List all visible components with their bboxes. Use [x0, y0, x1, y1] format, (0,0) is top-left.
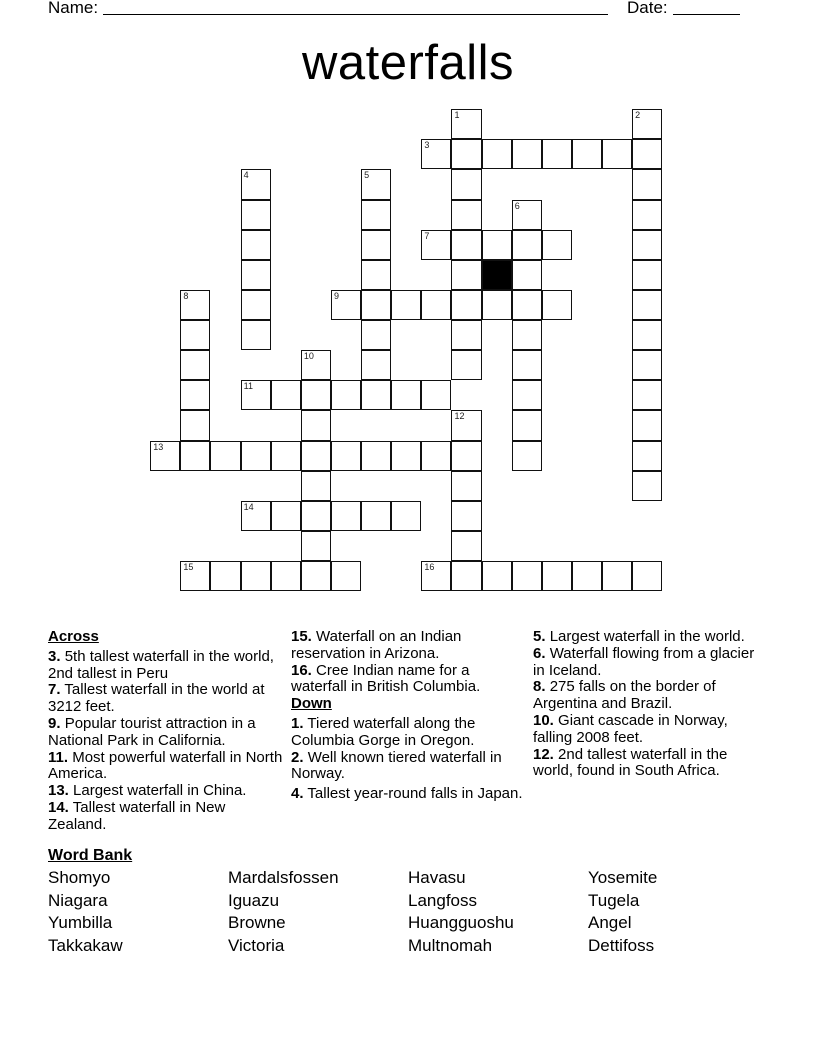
- grid-cell[interactable]: [512, 290, 542, 320]
- down-heading: Down: [291, 695, 332, 713]
- grid-cell[interactable]: [331, 441, 361, 471]
- page-title: waterfalls: [302, 36, 514, 90]
- grid-cell[interactable]: [180, 410, 210, 440]
- grid-cell[interactable]: [271, 501, 301, 531]
- grid-cell[interactable]: [180, 320, 210, 350]
- grid-cell[interactable]: [512, 561, 542, 591]
- grid-cell[interactable]: [632, 320, 662, 350]
- grid-cell[interactable]: [512, 260, 542, 290]
- clue-text: Giant cascade in Norway, falling 2008 feet.: [533, 711, 728, 746]
- clue-text: Tiered waterfall along the Columbia Gorge in Oregon.: [291, 714, 476, 749]
- clue-number: 9.: [48, 714, 61, 732]
- clue-number-label: 3: [424, 140, 430, 151]
- grid-cell[interactable]: [210, 441, 240, 471]
- grid-cell[interactable]: [451, 320, 481, 350]
- grid-cell[interactable]: [632, 441, 662, 471]
- grid-cell[interactable]: [331, 290, 361, 320]
- grid-cell[interactable]: [361, 380, 391, 410]
- grid-cell[interactable]: [241, 230, 271, 260]
- grid-cell[interactable]: [421, 441, 451, 471]
- clue-text: Well known tiered waterfall in Norway.: [291, 748, 502, 783]
- date-label: Date:: [627, 0, 668, 17]
- clue-text: Tallest year-round falls in Japan.: [307, 785, 523, 803]
- clue-number-label: 11: [243, 381, 253, 392]
- clue-text: 2nd tallest waterfall in the world, found in South Africa.: [533, 745, 728, 780]
- name-label: Name:: [48, 0, 99, 17]
- clue-number: 12.: [533, 745, 554, 763]
- grid-cell[interactable]: [632, 380, 662, 410]
- clue-text: Tallest waterfall in New Zealand.: [48, 798, 226, 833]
- clue-down-5: [533, 629, 768, 646]
- grid-cell[interactable]: [482, 561, 512, 591]
- word-bank-item: Langfoss: [408, 890, 477, 910]
- clue-number: 11.: [48, 748, 69, 766]
- clue-number: 16.: [291, 661, 312, 679]
- grid-cell[interactable]: [361, 260, 391, 290]
- grid-cell[interactable]: [361, 230, 391, 260]
- grid-cell[interactable]: [451, 561, 481, 591]
- clue-number-label: 16: [424, 562, 435, 573]
- grid-block-cell: [482, 260, 512, 290]
- grid-cell[interactable]: [301, 410, 331, 440]
- word-bank-item: Browne: [228, 913, 286, 933]
- grid-cell[interactable]: [542, 230, 572, 260]
- clue-down-10: [533, 713, 768, 747]
- clue-number-label: 6: [514, 200, 520, 211]
- word-bank-item: Yumbilla: [48, 913, 113, 933]
- word-bank-row: [48, 890, 768, 913]
- grid-cell[interactable]: [361, 169, 391, 199]
- grid-cell[interactable]: [451, 260, 481, 290]
- grid-cell[interactable]: [602, 561, 632, 591]
- clue-number: 7.: [48, 681, 61, 699]
- clue-text: 5th tallest waterfall in the world, 2nd tallest in Peru: [48, 647, 274, 682]
- grid-cell[interactable]: [451, 350, 481, 380]
- grid-cell[interactable]: [542, 139, 572, 169]
- grid-cell[interactable]: [482, 139, 512, 169]
- grid-cell[interactable]: [512, 410, 542, 440]
- clue-across-13: [48, 783, 283, 800]
- grid-cell[interactable]: [512, 230, 542, 260]
- clue-text: 275 falls on the border of Argentina and Brazil.: [533, 678, 716, 713]
- word-bank-item: Shomyo: [48, 868, 111, 887]
- grid-cell[interactable]: [361, 441, 391, 471]
- grid-cell[interactable]: [451, 410, 481, 440]
- grid-cell[interactable]: [301, 561, 331, 591]
- grid-cell[interactable]: [451, 441, 481, 471]
- clue-across-11: [48, 750, 283, 784]
- grid-cell[interactable]: [451, 230, 481, 260]
- crossword-grid: [151, 110, 664, 593]
- grid-cell[interactable]: [331, 380, 361, 410]
- clue-number: 15.: [291, 628, 312, 645]
- clue-down-6: [533, 646, 768, 680]
- clue-number-label: 4: [243, 170, 249, 181]
- word-bank-row: [48, 867, 768, 890]
- grid-cell[interactable]: [391, 290, 421, 320]
- grid-cell[interactable]: [150, 441, 180, 471]
- grid-cell[interactable]: [271, 561, 301, 591]
- grid-cell[interactable]: [632, 200, 662, 230]
- grid-cell[interactable]: [241, 169, 271, 199]
- grid-cell[interactable]: [180, 350, 210, 380]
- clue-number: 13.: [48, 782, 69, 800]
- grid-cell[interactable]: [512, 200, 542, 230]
- grid-cell[interactable]: [632, 109, 662, 139]
- grid-cell[interactable]: [632, 290, 662, 320]
- clue-across-9: [48, 716, 283, 750]
- word-bank-item: Yosemite: [588, 868, 658, 887]
- clue-across-3: [48, 649, 283, 683]
- grid-cell[interactable]: [180, 441, 210, 471]
- grid-cell[interactable]: [451, 501, 481, 531]
- grid-cell[interactable]: [512, 380, 542, 410]
- name-field[interactable]: [103, 14, 608, 15]
- grid-cell[interactable]: [210, 561, 240, 591]
- date-field[interactable]: [673, 14, 740, 15]
- word-bank-item: Iguazu: [228, 890, 280, 910]
- grid-cell[interactable]: [512, 320, 542, 350]
- clue-number-label: 5: [364, 170, 370, 181]
- clue-number-label: 10: [303, 351, 314, 362]
- clue-number: 5.: [533, 628, 546, 645]
- clue-down-8: [533, 679, 768, 713]
- grid-cell[interactable]: [632, 230, 662, 260]
- clue-number: 3.: [48, 647, 61, 665]
- word-bank-item: Tugela: [588, 890, 640, 910]
- word-bank-row: [48, 912, 768, 935]
- clue-text: Cree Indian name for a waterfall in British Columbia.: [291, 661, 481, 696]
- grid-cell[interactable]: [572, 139, 602, 169]
- clue-number: 6.: [533, 644, 546, 662]
- word-bank: [48, 867, 768, 958]
- clue-number-label: 12: [454, 411, 465, 422]
- grid-cell[interactable]: [241, 260, 271, 290]
- clue-across-7: [48, 682, 283, 716]
- clue-down-1: [291, 716, 526, 750]
- grid-cell[interactable]: [241, 561, 271, 591]
- clue-number-label: 13: [153, 441, 164, 452]
- word-bank-item: Huangguoshu: [408, 913, 514, 933]
- grid-cell[interactable]: [421, 380, 451, 410]
- clue-number: 10.: [533, 711, 554, 729]
- grid-cell[interactable]: [632, 410, 662, 440]
- word-bank-item: Takkakaw: [48, 936, 123, 956]
- clue-number-label: 7: [424, 230, 430, 241]
- grid-cell[interactable]: [331, 501, 361, 531]
- grid-cell[interactable]: [542, 290, 572, 320]
- grid-cell[interactable]: [632, 471, 662, 501]
- grid-cell[interactable]: [632, 169, 662, 199]
- word-bank-item: Niagara: [48, 890, 108, 910]
- grid-cell[interactable]: [180, 561, 210, 591]
- grid-cell[interactable]: [421, 290, 451, 320]
- grid-cell[interactable]: [451, 531, 481, 561]
- clue-text: Most powerful waterfall in North America.: [48, 748, 283, 783]
- clue-down-12: [533, 747, 768, 781]
- grid-cell[interactable]: [512, 350, 542, 380]
- word-bank-item: Havasu: [408, 868, 466, 887]
- clue-number-label: 2: [635, 110, 641, 121]
- grid-cell[interactable]: [301, 350, 331, 380]
- grid-cell[interactable]: [271, 380, 301, 410]
- clue-down-4: [291, 786, 526, 803]
- grid-cell[interactable]: [241, 320, 271, 350]
- grid-cell[interactable]: [421, 561, 451, 591]
- word-bank-title: Word Bank: [48, 847, 133, 864]
- grid-cell[interactable]: [451, 290, 481, 320]
- grid-cell[interactable]: [451, 471, 481, 501]
- grid-cell[interactable]: [241, 200, 271, 230]
- clue-down-2: [291, 750, 526, 784]
- grid-cell[interactable]: [361, 501, 391, 531]
- clue-number-label: 15: [183, 562, 194, 573]
- clues-column-2: [291, 629, 526, 803]
- word-bank-item: Victoria: [228, 936, 285, 956]
- grid-cell[interactable]: [241, 501, 271, 531]
- grid-cell[interactable]: [361, 320, 391, 350]
- clue-across-15: [291, 629, 526, 663]
- grid-cell[interactable]: [301, 380, 331, 410]
- grid-cell[interactable]: [572, 561, 602, 591]
- grid-cell[interactable]: [361, 350, 391, 380]
- clues-column-1: [48, 629, 283, 834]
- grid-cell[interactable]: [391, 441, 421, 471]
- clue-number: 14.: [48, 798, 69, 816]
- clue-number-label: 9: [333, 290, 339, 301]
- clue-text: Largest waterfall in China.: [73, 782, 247, 800]
- grid-cell[interactable]: [391, 380, 421, 410]
- grid-cell[interactable]: [542, 561, 572, 591]
- clue-number-label: 14: [243, 501, 254, 512]
- clue-number-label: 8: [183, 290, 189, 301]
- grid-cell[interactable]: [451, 169, 481, 199]
- grid-cell[interactable]: [512, 441, 542, 471]
- grid-cell[interactable]: [391, 501, 421, 531]
- grid-cell[interactable]: [331, 561, 361, 591]
- clue-number: 2.: [291, 748, 304, 766]
- grid-cell[interactable]: [301, 501, 331, 531]
- grid-cell[interactable]: [632, 350, 662, 380]
- grid-cell[interactable]: [241, 380, 271, 410]
- grid-cell[interactable]: [301, 531, 331, 561]
- grid-cell[interactable]: [180, 290, 210, 320]
- grid-cell[interactable]: [451, 200, 481, 230]
- grid-cell[interactable]: [602, 139, 632, 169]
- grid-cell[interactable]: [241, 290, 271, 320]
- word-bank-row: [48, 935, 768, 958]
- grid-cell[interactable]: [482, 230, 512, 260]
- grid-cell[interactable]: [361, 290, 391, 320]
- clue-number-label: 1: [454, 110, 460, 121]
- grid-cell[interactable]: [512, 139, 542, 169]
- clue-text: Largest waterfall in the world.: [549, 628, 745, 645]
- word-bank-item: Dettifoss: [588, 936, 655, 956]
- grid-cell[interactable]: [632, 139, 662, 169]
- grid-cell[interactable]: [632, 561, 662, 591]
- grid-cell[interactable]: [180, 380, 210, 410]
- grid-cell[interactable]: [241, 441, 271, 471]
- clue-number: 4.: [291, 785, 304, 803]
- word-bank-item: Multnomah: [408, 936, 493, 956]
- grid-cell[interactable]: [301, 471, 331, 501]
- word-bank-item: Angel: [588, 913, 632, 933]
- grid-cell[interactable]: [271, 441, 301, 471]
- clue-text: Popular tourist attraction in a National Park in California.: [48, 714, 256, 749]
- grid-cell[interactable]: [421, 230, 451, 260]
- grid-cell[interactable]: [451, 139, 481, 169]
- clue-number: 1.: [291, 714, 304, 732]
- clue-text: Waterfall on an Indian reservation in Arizona.: [291, 628, 462, 662]
- grid-cell[interactable]: [632, 260, 662, 290]
- grid-cell[interactable]: [301, 441, 331, 471]
- grid-cell[interactable]: [451, 109, 481, 139]
- clue-across-14: [48, 800, 283, 834]
- grid-cell[interactable]: [482, 290, 512, 320]
- grid-cell[interactable]: [361, 200, 391, 230]
- clue-number: 8.: [533, 678, 546, 696]
- clues-column-3: [533, 629, 768, 780]
- across-heading: Across: [48, 628, 99, 645]
- clue-across-16: [291, 663, 526, 697]
- grid-cell[interactable]: [421, 139, 451, 169]
- clue-text: Waterfall flowing from a glacier in Iceland.: [533, 644, 755, 679]
- clue-text: Tallest waterfall in the world at 3212 feet.: [48, 681, 265, 716]
- word-bank-item: Mardalsfossen: [228, 868, 339, 887]
